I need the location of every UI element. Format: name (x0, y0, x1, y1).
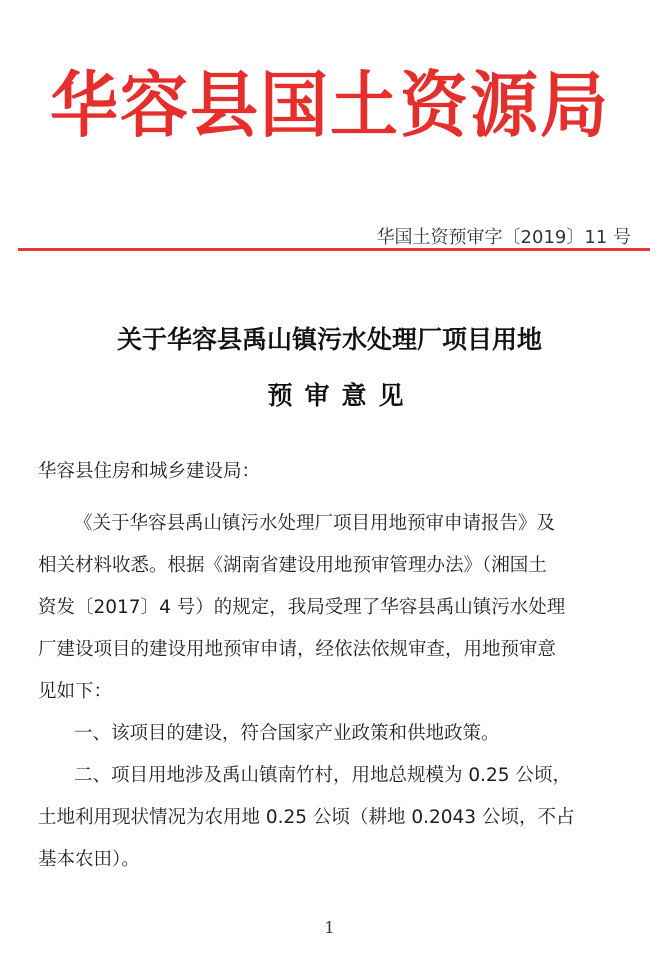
body-line-5: 见如下： (38, 681, 113, 702)
body-line-4: 厂建设项目的建设用地预审申请，经依法依规审查，用地预审意 (38, 639, 557, 660)
document-title-line-1: 关于华容县禹山镇污水处理厂项目用地 (116, 325, 542, 354)
addressee: 华容县住房和城乡建设局： (38, 461, 261, 482)
body-item-2: 二、项目用地涉及禹山镇南竹村，用地总规模为 0.25 公顷， (74, 765, 571, 786)
page-number: 1 (324, 918, 335, 937)
body-item-1: 一、该项目的建设，符合国家产业政策和供地政策。 (74, 723, 500, 744)
document-number: 华国土资预审字〔2019〕11 号 (376, 227, 631, 248)
body-line-8: 土地利用现状情况为农用地 0.25 公顷（耕地 0.2043 公顷，不占 (38, 807, 575, 828)
body-line-2: 相关材料收悉。根据《湖南省建设用地预审管理办法》（湘国土 (38, 555, 547, 576)
body-line-3: 资发〔2017〕4 号）的规定，我局受理了华容县禹山镇污水处理 (38, 597, 566, 618)
document-title-line-2: 预审意见 (267, 381, 416, 410)
body-line-9: 基本农田）。 (38, 849, 140, 870)
header-divider (18, 248, 650, 251)
body-line-1: 《关于华容县禹山镇污水处理厂项目用地预审申请报告》及 (74, 513, 556, 534)
organization-header: 华容县国土资源局 (49, 64, 610, 148)
